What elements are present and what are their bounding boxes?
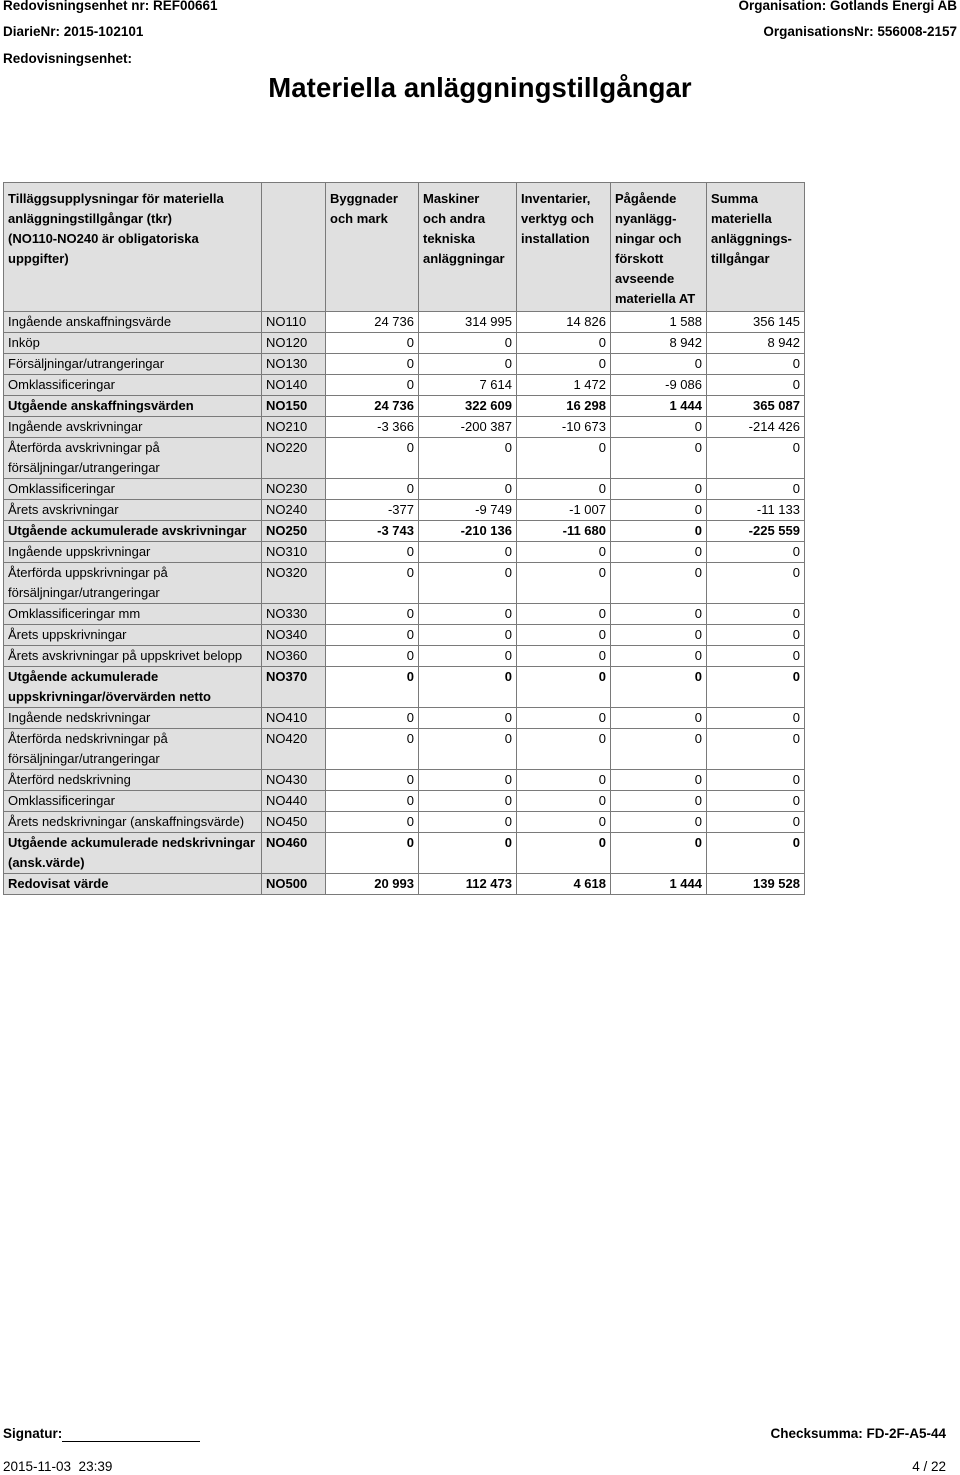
table-row [4,791,805,812]
value-machinery: 0 [419,333,517,354]
value-buildings: 0 [326,833,419,874]
row-label: Utgående ackumulerade uppskrivningar/övervärden netto [4,667,262,708]
column-header-code [262,183,326,312]
value-machinery: -9 749 [419,500,517,521]
value-buildings: 0 [326,667,419,708]
value-buildings: 0 [326,791,419,812]
row-label: Årets nedskrivningar (anskaffningsvärde) [4,812,262,833]
value-machinery: 7 614 [419,375,517,396]
value-machinery: 0 [419,791,517,812]
row-label: Utgående anskaffningsvärden [4,396,262,417]
row-label: Inköp [4,333,262,354]
value-machinery: 0 [419,354,517,375]
value-total: 139 528 [707,874,805,895]
row-label: Omklassificeringar [4,791,262,812]
table-row [4,500,805,521]
value-machinery: 0 [419,542,517,563]
row-label: Återförda nedskrivningar på försäljningar/utrangeringar [4,729,262,770]
value-equipment: 0 [517,708,611,729]
value-ongoing: 1 588 [611,312,707,333]
row-label: Årets uppskrivningar [4,625,262,646]
row-code: NO430 [262,770,326,791]
value-ongoing: 1 444 [611,396,707,417]
value-total: -214 426 [707,417,805,438]
table-row [4,874,805,895]
value-total: -225 559 [707,521,805,542]
value-ongoing: 0 [611,479,707,500]
row-code: NO120 [262,333,326,354]
value-machinery: 322 609 [419,396,517,417]
row-code: NO330 [262,604,326,625]
row-code: NO210 [262,417,326,438]
value-equipment: 0 [517,812,611,833]
value-ongoing: 0 [611,812,707,833]
value-buildings: 0 [326,438,419,479]
value-machinery: 0 [419,563,517,604]
value-total: 356 145 [707,312,805,333]
row-code: NO450 [262,812,326,833]
value-total: 0 [707,833,805,874]
value-equipment: 0 [517,729,611,770]
row-code: NO420 [262,729,326,770]
value-ongoing: 0 [611,667,707,708]
value-total: 365 087 [707,396,805,417]
column-header-machinery: Maskiner och andra tekniska anläggningar [419,183,517,312]
value-machinery: 0 [419,833,517,874]
value-equipment: 0 [517,625,611,646]
row-code: NO230 [262,479,326,500]
value-ongoing: 0 [611,729,707,770]
row-code: NO310 [262,542,326,563]
value-ongoing: 0 [611,604,707,625]
value-total: 0 [707,625,805,646]
row-label: Ingående avskrivningar [4,417,262,438]
table-row [4,563,805,604]
row-label: Omklassificeringar mm [4,604,262,625]
value-total: 0 [707,375,805,396]
table-row [4,312,805,333]
table-row [4,438,805,479]
row-code: NO410 [262,708,326,729]
row-label: Återförda avskrivningar på försäljningar/utrangeringar [4,438,262,479]
value-machinery: 112 473 [419,874,517,895]
page-number: 4 / 22 [912,1459,946,1474]
value-machinery: -210 136 [419,521,517,542]
value-equipment: 16 298 [517,396,611,417]
row-label: Återförd nedskrivning [4,770,262,791]
value-ongoing: 0 [611,646,707,667]
value-ongoing: 0 [611,542,707,563]
signature-label: Signatur: [3,1426,63,1441]
value-equipment: 4 618 [517,874,611,895]
value-ongoing: 0 [611,500,707,521]
table-header-row [4,183,805,312]
value-machinery: 0 [419,667,517,708]
timestamp: 2015-11-03 23:39 [3,1459,113,1474]
table-row [4,604,805,625]
value-equipment: 0 [517,479,611,500]
row-code: NO340 [262,625,326,646]
value-machinery: 0 [419,604,517,625]
row-code: NO140 [262,375,326,396]
row-label: Ingående nedskrivningar [4,708,262,729]
row-label: Återförda uppskrivningar på försäljningar/utrangeringar [4,563,262,604]
table-row [4,417,805,438]
row-code: NO150 [262,396,326,417]
value-machinery: 0 [419,438,517,479]
reporting-unit: Redovisningsenhet: [3,51,133,66]
value-total: 0 [707,646,805,667]
value-total: -11 133 [707,500,805,521]
value-equipment: -11 680 [517,521,611,542]
value-equipment: -10 673 [517,417,611,438]
value-total: 0 [707,791,805,812]
column-header-equipment: Inventarier, verktyg och installation [517,183,611,312]
value-equipment: -1 007 [517,500,611,521]
value-buildings: 0 [326,333,419,354]
column-header-ongoing: Pågående nyanlägg- ningar och förskott avseende materiella AT [611,183,707,312]
value-buildings: 20 993 [326,874,419,895]
value-buildings: -377 [326,500,419,521]
value-buildings: 24 736 [326,312,419,333]
value-equipment: 0 [517,604,611,625]
value-machinery: 314 995 [419,312,517,333]
value-ongoing: 0 [611,417,707,438]
row-label: Omklassificeringar [4,479,262,500]
value-ongoing: 0 [611,770,707,791]
value-total: 0 [707,729,805,770]
value-machinery: 0 [419,646,517,667]
value-equipment: 0 [517,646,611,667]
value-buildings: 0 [326,708,419,729]
value-total: 0 [707,604,805,625]
value-machinery: 0 [419,479,517,500]
value-total: 0 [707,770,805,791]
assets-table [3,182,805,895]
diarie-number: DiarieNr: 2015-102101 [3,24,144,39]
row-code: NO240 [262,500,326,521]
value-equipment: 0 [517,770,611,791]
value-buildings: 0 [326,729,419,770]
row-label: Redovisat värde [4,874,262,895]
value-machinery: -200 387 [419,417,517,438]
value-buildings: 0 [326,563,419,604]
row-code: NO360 [262,646,326,667]
table-row [4,625,805,646]
value-equipment: 0 [517,563,611,604]
value-ongoing: 0 [611,625,707,646]
row-label: Ingående uppskrivningar [4,542,262,563]
value-total: 0 [707,563,805,604]
table-row [4,354,805,375]
value-equipment: 14 826 [517,312,611,333]
value-machinery: 0 [419,812,517,833]
value-total: 0 [707,438,805,479]
value-ongoing: 0 [611,833,707,874]
value-total: 8 942 [707,333,805,354]
value-machinery: 0 [419,708,517,729]
row-code: NO110 [262,312,326,333]
table-row [4,396,805,417]
row-code: NO130 [262,354,326,375]
value-equipment: 0 [517,667,611,708]
row-code: NO250 [262,521,326,542]
value-ongoing: 0 [611,563,707,604]
value-total: 0 [707,667,805,708]
page-title: Materiella anläggningstillgångar [268,72,692,103]
value-machinery: 0 [419,625,517,646]
value-buildings: 0 [326,542,419,563]
row-code: NO370 [262,667,326,708]
value-ongoing: 8 942 [611,333,707,354]
value-ongoing: 1 444 [611,874,707,895]
value-equipment: 0 [517,833,611,874]
value-machinery: 0 [419,770,517,791]
row-label: Årets avskrivningar på uppskrivet belopp [4,646,262,667]
value-equipment: 0 [517,354,611,375]
row-label: Omklassificeringar [4,375,262,396]
table-row [4,646,805,667]
table-row [4,667,805,708]
row-code: NO460 [262,833,326,874]
value-equipment: 1 472 [517,375,611,396]
table-row [4,770,805,791]
table-row [4,479,805,500]
column-header-total: Summa materiella anläggnings- tillgångar [707,183,805,312]
value-buildings: 0 [326,604,419,625]
organisation-name: Organisation: Gotlands Energi AB [738,0,957,13]
row-code: NO220 [262,438,326,479]
table-row [4,375,805,396]
table-row [4,521,805,542]
table-row [4,812,805,833]
value-equipment: 0 [517,791,611,812]
value-total: 0 [707,542,805,563]
row-code: NO500 [262,874,326,895]
unit-number: Redovisningsenhet nr: REF00661 [3,0,218,13]
value-buildings: -3 743 [326,521,419,542]
table-row [4,833,805,874]
value-buildings: -3 366 [326,417,419,438]
value-ongoing: 0 [611,438,707,479]
value-buildings: 0 [326,625,419,646]
table-body [4,312,805,895]
row-code: NO440 [262,791,326,812]
value-buildings: 0 [326,375,419,396]
value-equipment: 0 [517,438,611,479]
value-buildings: 0 [326,646,419,667]
value-buildings: 0 [326,812,419,833]
checksum: Checksumma: FD-2F-A5-44 [770,1426,946,1441]
table-row [4,708,805,729]
value-buildings: 0 [326,770,419,791]
value-ongoing: 0 [611,354,707,375]
row-label: Utgående ackumulerade avskrivningar [4,521,262,542]
row-label: Utgående ackumulerade nedskrivningar (ansk.värde) [4,833,262,874]
table-row [4,729,805,770]
value-total: 0 [707,354,805,375]
value-ongoing: 0 [611,521,707,542]
row-label: Årets avskrivningar [4,500,262,521]
column-header-description: Tilläggsupplysningar för materiella anläggningstillgångar (tkr) (NO110-NO240 är obligatoriska uppgifter) [4,183,262,312]
value-total: 0 [707,479,805,500]
table-row [4,333,805,354]
value-ongoing: -9 086 [611,375,707,396]
value-buildings: 0 [326,479,419,500]
value-total: 0 [707,812,805,833]
value-machinery: 0 [419,729,517,770]
value-buildings: 0 [326,354,419,375]
value-total: 0 [707,708,805,729]
organisation-number: OrganisationsNr: 556008-2157 [763,24,957,39]
value-equipment: 0 [517,333,611,354]
column-header-buildings: Byggnader och mark [326,183,419,312]
signature-line [62,1441,200,1442]
value-ongoing: 0 [611,708,707,729]
row-label: Ingående anskaffningsvärde [4,312,262,333]
row-code: NO320 [262,563,326,604]
value-ongoing: 0 [611,791,707,812]
value-buildings: 24 736 [326,396,419,417]
row-label: Försäljningar/utrangeringar [4,354,262,375]
table-row [4,542,805,563]
value-equipment: 0 [517,542,611,563]
